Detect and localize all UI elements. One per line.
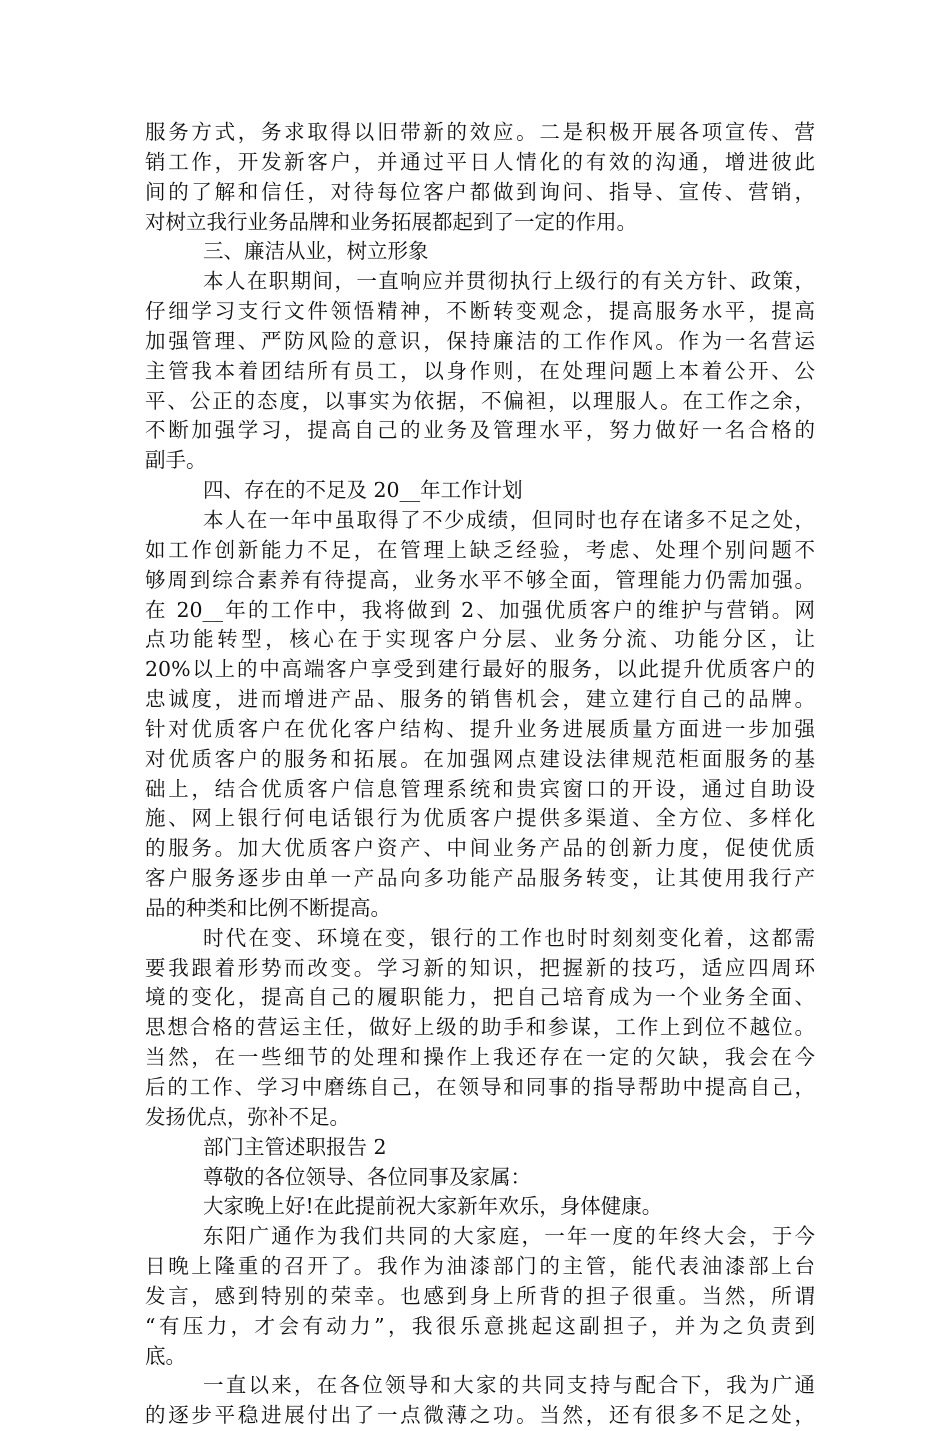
text-line: 品的种类和比例不断提高。 (145, 895, 391, 920)
text-line: 加强管理、严防风险的意识，保持廉洁的工作作风。作为一名营运 (145, 328, 815, 353)
text-line: 思想合格的营运主任，做好上级的助手和参谋，工作上到位不越位。 (145, 1015, 815, 1040)
text-line: 不断加强学习，提高自己的业务及管理水平，努力做好一名合格的 (145, 418, 815, 443)
text-line: 平、公正的态度，以事实为依据，不偏袒，以理服人。在工作之余， (145, 388, 815, 413)
text-line: 的服务。加大优质客户资产、中间业务产品的创新力度，促使优质 (145, 836, 815, 861)
text-line: 客户服务逐步由单一产品向多功能产品服务转变，让其使用我行产 (145, 866, 815, 891)
text-line: 底。 (145, 1343, 186, 1368)
text-line: 服务方式，务求取得以旧带新的效应。二是积极开展各项宣传、营 (145, 120, 815, 144)
text-line: 发言，感到特别的荣幸。也感到身上所背的担子很重。当然，所谓 (145, 1283, 815, 1308)
text-line: 仔细学习支行文件领悟精神，不断转变观念，提高服务水平，提高 (145, 299, 815, 324)
text-line: 主管我本着团结所有员工，以身作则，在处理问题上本着公开、公 (145, 358, 815, 383)
text-line: 如工作创新能力不足，在管理上缺乏经验，考虑、处理个别问题不 (145, 537, 815, 562)
text-line: 销工作，开发新客户，并通过平日人情化的有效的沟通，增进彼此 (145, 149, 815, 174)
text-line: 尊敬的各位领导、各位同事及家属： (203, 1164, 531, 1189)
text-line: 一直以来，在各位领导和大家的共同支持与配合下，我为广通 (203, 1373, 815, 1398)
text-line: 点功能转型，核心在于实现客户分层、业务分流、功能分区，让 (145, 627, 815, 652)
text-line: 施、网上银行何电话银行为优质客户提供多渠道、全方位、多样化 (145, 806, 815, 831)
text-line: 大家晚上好!在此提前祝大家新年欢乐，身体健康。 (203, 1194, 663, 1219)
text-line: 够周到综合素养有待提高，业务水平不够全面，管理能力仍需加强。 (145, 567, 815, 592)
text-line: “有压力，才会有动力”，我很乐意挑起这副担子，并为之负责到 (145, 1313, 815, 1338)
text-line: 础上，结合优质客户信息管理系统和贵宾窗口的开设，通过自助设 (145, 776, 815, 801)
text-line: 时代在变、环境在变，银行的工作也时时刻刻变化着，这都需 (203, 925, 815, 950)
text-line: 本人在一年中虽取得了不少成绩，但同时也存在诸多不足之处， (203, 507, 815, 532)
text-line: 间的了解和信任，对待每位客户都做到询问、指导、宣传、营销， (145, 179, 815, 204)
text-line: 忠诚度，进而增进产品、服务的销售机会，建立建行自己的品牌。 (145, 687, 815, 712)
text-line: 日晚上隆重的召开了。我作为油漆部门的主管，能代表油漆部上台 (145, 1254, 815, 1279)
text-line: 要我跟着形势而改变。学习新的知识，把握新的技巧，适应四周环 (145, 955, 815, 980)
text-line: 对优质客户的服务和拓展。在加强网点建设法律规范柜面服务的基 (145, 746, 815, 771)
text-line: 在 20__年的工作中，我将做到 2、加强优质客户的维护与营销。网 (145, 597, 815, 622)
text-line: 20%以上的中高端客户享受到建行最好的服务，以此提升优质客户的 (145, 657, 815, 682)
text-line: 境的变化，提高自己的履职能力，把自己培育成为一个业务全面、 (145, 985, 815, 1010)
text-line: 四、存在的不足及 20__年工作计划 (203, 478, 523, 503)
text-line: 对树立我行业务品牌和业务拓展都起到了一定的作用。 (145, 209, 637, 234)
text-line: 针对优质客户在优化客户结构、提升业务进展质量方面进一步加强 (145, 716, 815, 741)
text-line: 当然，在一些细节的处理和操作上我还存在一定的欠缺，我会在今 (145, 1045, 815, 1070)
text-line: 东阳广通作为我们共同的大家庭，一年一度的年终大会，于今 (203, 1224, 815, 1249)
text-line: 后的工作、学习中磨练自己，在领导和同事的指导帮助中提高自己， (145, 1075, 815, 1099)
text-line: 的逐步平稳进展付出了一点微薄之功。当然，还有很多不足之处， (145, 1403, 815, 1428)
text-line: 部门主管述职报告 2 (203, 1134, 387, 1159)
text-line: 副手。 (145, 448, 207, 473)
text-line: 三、廉洁从业，树立形象 (203, 239, 429, 264)
text-line: 本人在职期间，一直响应并贯彻执行上级行的有关方针、政策， (203, 269, 815, 294)
document-body (145, 118, 815, 1431)
text-line: 发扬优点，弥补不足。 (145, 1104, 350, 1129)
